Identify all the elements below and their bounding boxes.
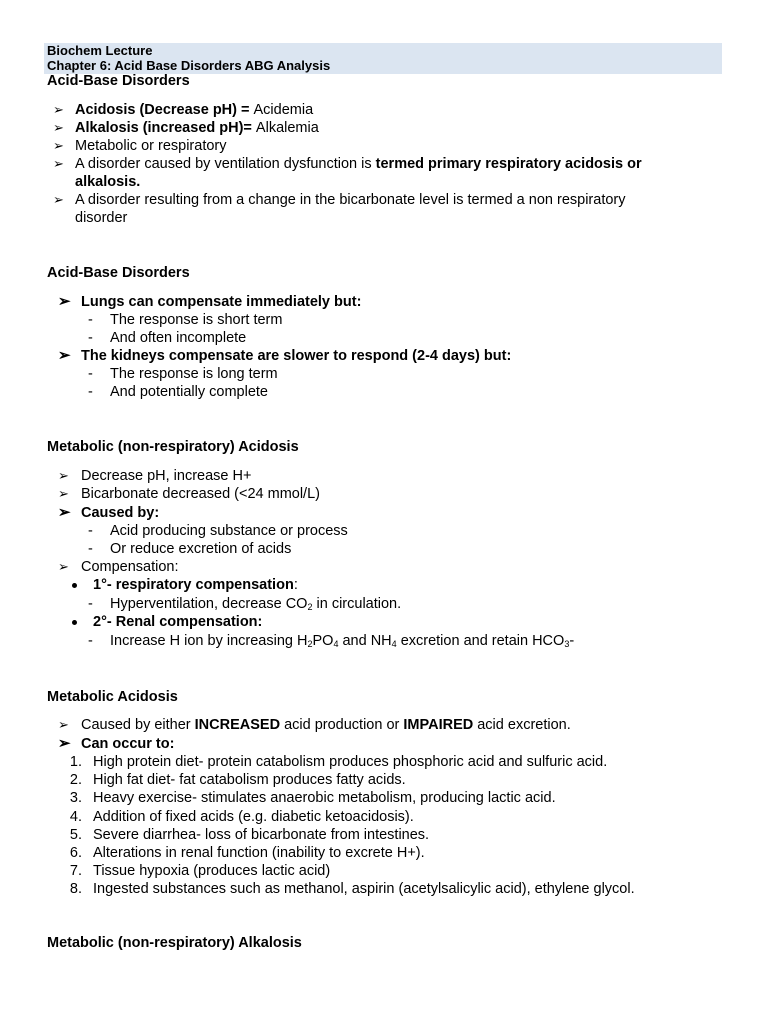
dash-bullet: - [88, 523, 93, 539]
section-title: Metabolic Acidosis [47, 689, 178, 705]
list-number: 4. [69, 809, 82, 825]
arrow-bullet-icon: ➢ [58, 717, 69, 732]
list-number: 6. [69, 845, 82, 861]
sub-item: Increase H ion by increasing $H_2PO_4$ and $NH_4$ excretion and retain $HCO_3-$ [110, 633, 575, 649]
arrow-bullet-icon: ➢ [58, 735, 71, 752]
list-number: 7. [69, 863, 82, 879]
numbered-list-item: Heavy exercise- stimulates anaerobic metabolism, producing lactic acid. [93, 790, 556, 806]
dash-bullet: - [88, 366, 93, 382]
numbered-list-item: Tissue hypoxia (produces lactic acid) [93, 863, 331, 879]
arrow-bullet-icon: ➢ [53, 156, 64, 171]
sub-item: And often incomplete [110, 330, 247, 346]
list-item: 1°- respiratory compensation: [93, 577, 298, 593]
arrow-bullet-icon: ➢ [53, 120, 64, 135]
chapter-title: Chapter 6: Acid Base Disorders ABG Analysis [47, 58, 331, 73]
section-title: Acid-Base Disorders [47, 73, 190, 89]
dash-bullet: - [88, 596, 93, 612]
sub-item: The response is long term [110, 366, 278, 382]
section-title: Metabolic (non-respiratory) Acidosis [47, 439, 299, 455]
list-item: Can occur to: [81, 736, 175, 752]
section-title: Metabolic (non-respiratory) Alkalosis [47, 935, 302, 951]
section-title: Acid-Base Disorders [47, 265, 190, 281]
list-item: Acidosis (Decrease pH) = Acidemia [75, 102, 314, 118]
list-item: Bicarbonate decreased (<24 mmol/L) [81, 486, 320, 502]
list-item: Metabolic or respiratory [75, 138, 227, 154]
arrow-bullet-icon: ➢ [58, 486, 69, 501]
list-item: Caused by: [81, 505, 160, 521]
arrow-bullet-icon: ➢ [58, 559, 69, 574]
list-item: Caused by either INCREASED acid production or IMPAIRED acid excretion. [81, 717, 571, 733]
list-item: 2°- Renal compensation: [93, 614, 263, 630]
list-number: 8. [69, 881, 82, 897]
list-item: A disorder caused by ventilation dysfunction is termed primary respiratory acidosis or [75, 156, 642, 172]
sub-item: Acid producing substance or process [110, 523, 348, 539]
dash-bullet: - [88, 541, 93, 557]
dash-bullet: - [88, 384, 93, 400]
sub-item: The response is short term [110, 312, 283, 328]
dash-bullet: - [88, 330, 93, 346]
list-item: Compensation: [81, 559, 179, 575]
arrow-bullet-icon: ➢ [53, 102, 64, 117]
dash-bullet: - [88, 312, 93, 328]
list-item-continuation: alkalosis. [75, 174, 141, 190]
numbered-list-item: High protein diet- protein catabolism produces phosphoric acid and sulfuric acid. [93, 754, 608, 770]
list-number: 3. [69, 790, 82, 806]
list-number: 2. [69, 772, 82, 788]
list-item: Alkalosis (increased pH)= Alkalemia [75, 120, 319, 136]
arrow-bullet-icon: ➢ [53, 138, 64, 153]
arrow-bullet-icon: ➢ [58, 468, 69, 483]
list-number: 1. [69, 754, 82, 770]
course-title: Biochem Lecture [47, 43, 153, 58]
sub-item: And potentially complete [110, 384, 268, 400]
arrow-bullet-icon: ➢ [53, 192, 64, 207]
dash-bullet: - [88, 633, 93, 649]
list-item: The kidneys compensate are slower to respond (2-4 days) but: [81, 348, 512, 364]
list-number: 5. [69, 827, 82, 843]
sub-item: Or reduce excretion of acids [110, 541, 292, 557]
numbered-list-item: Ingested substances such as methanol, aspirin (acetylsalicylic acid), ethylene glycol. [93, 881, 635, 897]
numbered-list-item: Severe diarrhea- loss of bicarbonate from intestines. [93, 827, 430, 843]
sub-item: Hyperventilation, decrease $CO_2$ in circulation. [110, 596, 402, 612]
numbered-list-item: Alterations in renal function (inability to excrete H+). [93, 845, 425, 861]
list-item: A disorder resulting from a change in the bicarbonate level is termed a non respiratory [75, 192, 626, 208]
list-item-continuation: disorder [75, 210, 128, 226]
numbered-list-item: High fat diet- fat catabolism produces fatty acids. [93, 772, 406, 788]
list-item: Lungs can compensate immediately but: [81, 294, 362, 310]
list-item: Decrease pH, increase H+ [81, 468, 252, 484]
numbered-list-item: Addition of fixed acids (e.g. diabetic ketoacidosis). [93, 809, 414, 825]
arrow-bullet-icon: ➢ [58, 504, 71, 521]
round-bullet-icon [72, 620, 77, 625]
arrow-bullet-icon: ➢ [58, 293, 71, 310]
arrow-bullet-icon: ➢ [58, 347, 71, 364]
round-bullet-icon [72, 583, 77, 588]
